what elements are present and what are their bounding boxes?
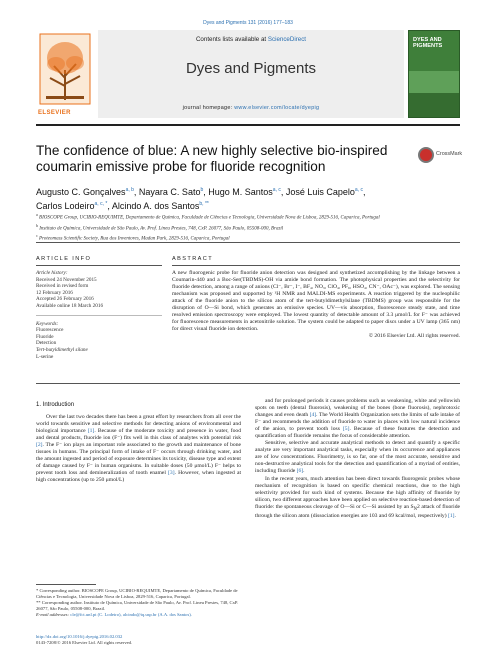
history-item: Received 24 November 2015	[36, 276, 97, 283]
text-run: . The F⁻ ion plays an important role associated to the growth and maintenance of bone tissues in humans. The principal form of intake of F⁻ occurs through drinking water, and the amount ingested and period of exposure determines its toxicity, disease type and extent of damage caused by F⁻ in human organisms. In suitable doses (50 μmol/L) F⁻ helps to prevent tooth loss and demineralization of tooth enamel	[36, 442, 241, 477]
journal-header	[98, 30, 404, 118]
keyword-item: Fluorescence	[36, 327, 64, 334]
crossmark-label: CrossMark	[436, 151, 463, 157]
author-affiliation-marker[interactable]: a, b	[125, 187, 134, 193]
author-affiliation-marker[interactable]: a, c	[272, 187, 281, 193]
journal-cover-thumbnail[interactable]	[408, 30, 460, 118]
crossmark-icon	[418, 147, 434, 163]
section-heading: 1. Introduction	[36, 402, 75, 408]
keywords	[36, 321, 162, 361]
page-footer	[36, 634, 241, 646]
text-run: Sensitive, selective and accurate analytical methods to detect and quantify a specific analyte are very important analytical tasks, especially when its occurrence and appliances are of low concentrations. Fluorimetry, is so far, one of the most accurate, sensitive and non-destructive analytical tools for the detection and quantification of a myriad of entities, including fluoride	[255, 440, 460, 475]
text-run: and for prolonged periods it causes problems such as weakening, white and yellowish spots on teeth (dental fluorosis), weakening of the bones (bone fluorosis), nephrotoxic changes and even death	[255, 398, 460, 419]
history-item: Accepted 26 February 2016	[36, 296, 94, 303]
author-name[interactable]: Hugo M. Santos	[208, 187, 273, 197]
text-run: N	[413, 506, 418, 512]
body-text	[36, 414, 241, 484]
divider	[36, 242, 460, 243]
text-run: . However, when ingested at high concentrations (up to 250 μmol/L)	[36, 470, 241, 484]
author-affiliation-marker[interactable]: a, c, *	[94, 201, 108, 207]
email-line: E-mail addresses: cle@fct.unl.pt (C. Lodeiro), alcindo@iq.usp.br (A.A. dos Santos).	[36, 611, 192, 617]
author-list: Augusto C. Gonçalves$^{a, b}$, Nayara C. Sato$^b$, Hugo M. Santos$^{a, c}$, José Luis Capelo$^{a, c}$, Carlos Lodeiro$^{a, c, *}$, Alcindo A. dos Santos$^{b, **}$	[36, 187, 366, 211]
citation-link[interactable]: [6]	[296, 468, 304, 475]
text-run: . The World Health Organization sets the limits of safe intake of F⁻ and recommends the addition of fluoride to water in places with low natural incidence of the anion, to prevent tooth loss	[255, 412, 461, 433]
divider	[36, 265, 162, 266]
citation-link[interactable]: [5]	[342, 426, 350, 433]
body-right-column	[255, 398, 460, 520]
divider	[36, 315, 162, 316]
homepage-link[interactable]: www.elsevier.com/locate/dyepig	[234, 105, 320, 111]
cover-bottom	[409, 93, 459, 117]
article-info-heading: ARTICLE INFO	[36, 256, 92, 262]
footnotes	[36, 584, 241, 618]
cover-title: DYES AND PIGMENTS	[413, 37, 443, 50]
paragraph	[255, 440, 460, 475]
article-info	[36, 256, 162, 360]
author-affiliation-marker[interactable]: b, **	[199, 201, 209, 207]
affiliation-item: $^a$ BIOSCOPE Group, UCIBIO-REQUIMTE, Departamento de Química, Faculdade de Ciências e Tecnologia, Universidade Nova de Lisboa, 2829-516, Caparica, Portugal	[36, 212, 380, 221]
text-run: .	[454, 512, 456, 519]
homepage-line	[98, 105, 404, 111]
abstract-heading: ABSTRACT	[172, 256, 214, 262]
crossmark-badge[interactable]	[418, 146, 463, 164]
citation-link[interactable]: [1]	[87, 428, 95, 435]
body-left-column	[36, 398, 241, 484]
affiliation-item: $^b$ Instituto de Química, Universidade de São Paulo, Av. Prof. Lineu Prestes, 748, CxP. 26077, São Paulo, 05508-000, Brazil	[36, 222, 284, 232]
text-run: In the recent years, much attention has been direct towards fluorogenic probes whose mechanism of recognition is based on specific chemical reactions, due to the high selectivity provided for such kind of systems. Because the high affinity of fluoride by silicon, two different approaches have been applied on selective reaction-based detection of fluoride: the spontaneous cleavage of O—Si or C—Si assisted by an S	[255, 475, 460, 510]
keyword-item: Detection	[36, 340, 57, 347]
divider	[172, 265, 460, 266]
footnote-rule	[36, 584, 96, 585]
footnote: ** Corresponding author. Instituto de Química, Universidade de São Paulo, Av. Prof. Lineu Prestes, 748, CxP. 26077, São Paulo, 05508-000, Brazil.	[36, 599, 239, 611]
divider	[36, 383, 460, 384]
author-name[interactable]: Augusto C. Gonçalves	[36, 187, 126, 197]
journal-name: Dyes and Pigments	[185, 60, 317, 77]
author-name[interactable]: José Luis Capelo	[285, 187, 355, 197]
cover-band	[409, 71, 459, 93]
keyword-item: L-serine	[36, 353, 54, 360]
sciencedirect-link[interactable]: ScienceDirect	[267, 36, 307, 43]
text-run: Over the last two decades there has been a great effort by researchers from all over the world towards sensitive and selective methods for detecting anions of environmental and biological importance	[36, 414, 241, 435]
text-run: .	[303, 468, 305, 475]
article-title: The confidence of blue: A new highly selective bio-inspired coumarin emissive probe for fluoride recognition	[36, 143, 388, 174]
author-affiliation-marker[interactable]: a, c	[354, 187, 363, 193]
masthead	[36, 30, 460, 118]
email-links[interactable]: cle@fct.unl.pt (C. Lodeiro), alcindo@iq.usp.br (A.A. dos Santos).	[70, 611, 192, 617]
affiliations	[36, 211, 460, 243]
header-rule	[36, 124, 460, 126]
abstract	[172, 256, 460, 340]
citation-link[interactable]: [3]	[168, 470, 175, 477]
citation-link[interactable]: [4]	[309, 412, 317, 419]
contents-line	[98, 36, 404, 43]
elsevier-logo	[36, 30, 94, 118]
footnote: * Corresponding author. BIOSCOPE Group, UCIBIO-REQUIMTE, Departamento de Química, Faculdade de Ciências e Tecnologia, Universidade Nova de Lisboa, 2829-516, Caparica, Portugal.	[36, 588, 238, 599]
author-name[interactable]: Carlos Lodeiro	[36, 201, 95, 211]
affiliation-item: $^c$ Proteomass Scientific Society, Rua dos Inventores, Madan Park, 2829-516, Caparica, Portugal	[36, 233, 230, 242]
doi-link[interactable]: http://dx.doi.org/10.1016/j.dyepig.2016.02.032	[36, 634, 123, 639]
text-run: . Because of the moderate toxicity and presence in water, food and dental products, fluoride ion (F⁻) fits well in this class of analytes with potential risk	[36, 428, 241, 442]
article-history	[36, 270, 162, 310]
publisher-logo-text: ELSEVIER	[38, 110, 71, 116]
keyword-item: Tert-butyldimethyl silane	[36, 346, 88, 353]
journal-citation[interactable]: Dyes and Pigments 131 (2016) 177–183	[203, 20, 293, 26]
issn-line: 0143-7208/© 2016 Elsevier Ltd. All rights reserved.	[36, 640, 133, 646]
history-item: 12 February 2016	[36, 289, 73, 296]
abstract-copyright: © 2016 Elsevier Ltd. All rights reserved.	[368, 332, 460, 339]
contents-prefix: Contents lists available at	[195, 36, 268, 43]
body-text	[255, 398, 460, 520]
citation-link[interactable]: [1]	[447, 512, 455, 519]
author-name[interactable]: Alcindo A. dos Santos	[111, 201, 200, 211]
author-name[interactable]: Nayara C. Sato	[138, 187, 201, 197]
homepage-prefix: journal homepage:	[182, 105, 235, 111]
history-item: Available online 18 March 2016	[36, 302, 104, 309]
paragraph	[255, 476, 460, 520]
history-item: Received in revised form	[36, 283, 89, 290]
citation-link[interactable]: [2]	[36, 442, 43, 449]
elsevier-tree-icon	[36, 30, 94, 108]
abstract-text: A new fluorogenic probe for fluoride anion detection was designed and synthetized accomplishing by the linkage between a Coumarin-440 and a Boc-Ser(TBDMS)-OH via amide bond formation. The photophysical properties and the selectivity for fluoride detection, among a range of anions (Cl⁻, Br⁻, I⁻, BF₄, NO₃, ClO₄, PF₆, HSO₄, CN⁻, OAc⁻), was explored. The sensing mechanism was proposed and supported by ¹H NMR and MALDI-MS experiments. A reaction triggered by the nucleophilic attack of the fluoride anion to the silicon atom of the tert-butyldimethylsilane (TBDMS) group was responsible for the disruption of O—Si bond, which generates an emissive species. UV—vis absorption, fluorescence steady state, and time resolved emission spectroscopy were employed. The lowest quantity of detectable amount of 3.3 μmol/L for F⁻ was achieved for fluorescence measurements in acetonitrile solution. The system could be adapted to paper discs under a UV lamp (365 nm) for direct visual fluoride ion detection.	[172, 270, 460, 332]
paragraph	[255, 398, 460, 440]
text-run: 2 attack of fluoride through the silicon atom (dissociation energies are 103 and 69 kcal/mol, respectively)	[255, 503, 461, 519]
keyword-item: Fluoride	[36, 333, 54, 340]
paragraph	[36, 414, 241, 484]
article-history-label: Article history:	[36, 270, 68, 276]
author-affiliation-marker[interactable]: b	[200, 187, 204, 193]
text-run: . Because of these features the detection and quantification of fluoride remains the focus of considerable attention.	[255, 426, 460, 440]
keywords-label: Keywords:	[36, 320, 59, 327]
